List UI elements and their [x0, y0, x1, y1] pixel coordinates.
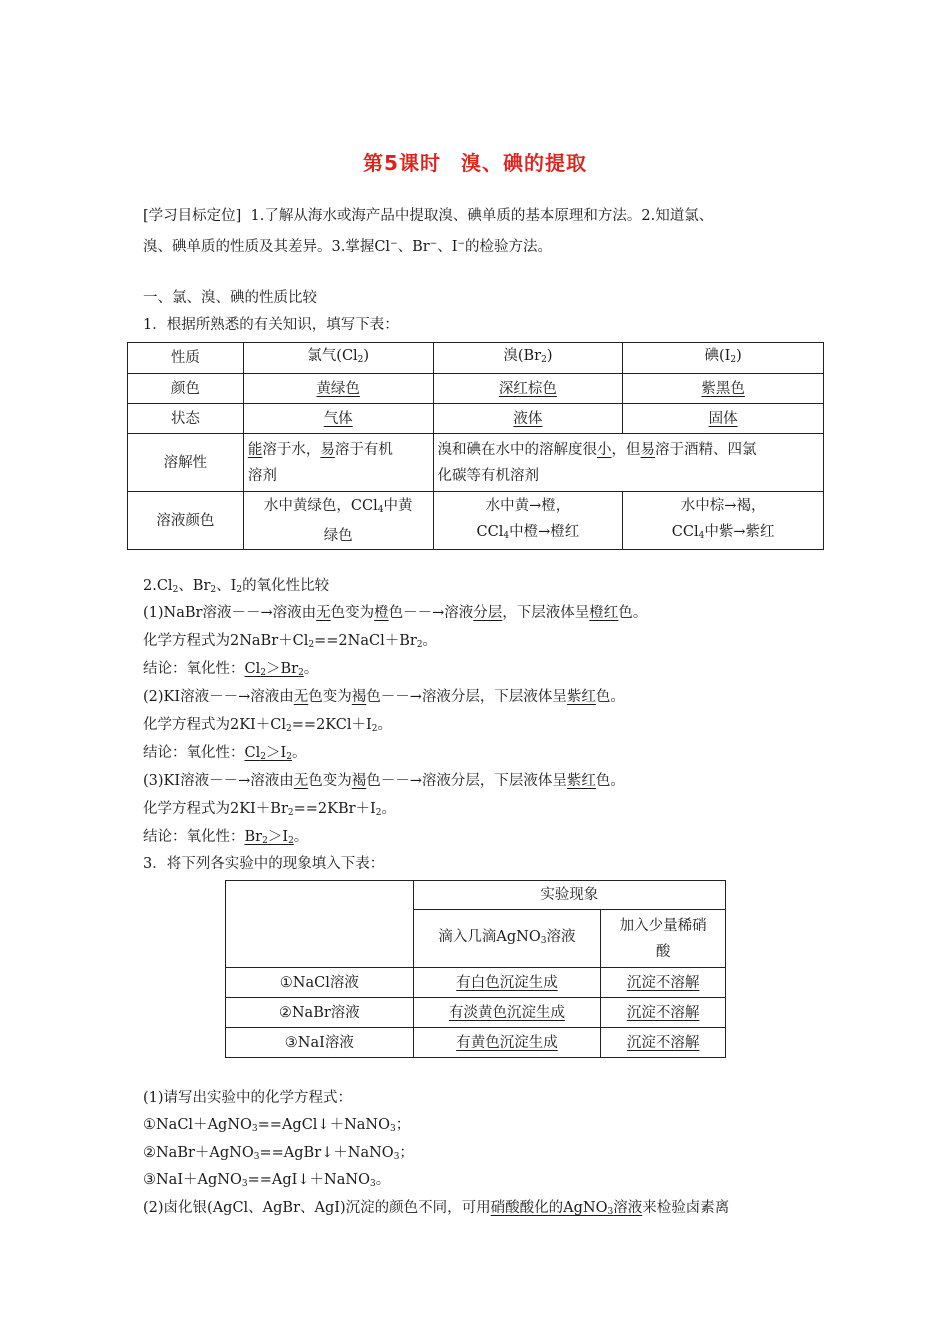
header-property: 性质 [128, 343, 244, 374]
header-bromine: 溴$(Br_2)$ [433, 343, 623, 374]
experiment-2-text: (2)KI溶液－－→溶液由无色变为褐色－－→溶液分层，下层液体呈紫红色。 [143, 689, 625, 705]
experiment-1-text: (1)NaBr溶液－－→溶液由无色变为橙色－－→溶液分层，下层液体呈橙红色。 [143, 605, 648, 621]
blank-corner-cell [226, 881, 414, 968]
experiment-3-conclusion: 结论：氧化性：$Br_2>I_2$。 [143, 829, 309, 846]
properties-table [127, 342, 824, 550]
br-solution-color: 水中黄→橙， CCl$_4$中橙→橙红 [433, 492, 623, 550]
header-iodine: 碘$(I_2)$ [623, 343, 824, 374]
nacl-silver-result: 有白色沉淀生成 [413, 968, 601, 998]
experiment-1-equation: 化学方程式为$2NaBr+Cl_2==2NaCl+Br_2$。 [143, 633, 438, 650]
cl-state: 气体 [243, 404, 433, 434]
equations-intro: (1)请写出实验中的化学方程式： [143, 1090, 353, 1106]
header-phenomenon: 实验现象 [413, 881, 725, 910]
row-nabr: ②NaBr溶液 [226, 998, 414, 1028]
item-3-heading: 3．将下列各实验中的现象填入下表： [143, 856, 385, 872]
goals-line-2: 溴、碘单质的性质及其差异。3.掌握Cl−、Br−、I−的检验方法。 [143, 239, 553, 255]
goals-line-1: [学习目标定位] 1.了解从海水或海产品中提取溴、碘单质的基本原理和方法。2.知道氯、 [143, 208, 714, 224]
title-lesson: 第5课时 [363, 151, 441, 175]
item-2-heading: $2.Cl_2$、$Br_2$、$I_2$的氧化性比较 [143, 578, 330, 595]
equation-nabr: ②NaBr＋AgNO$_3$==AgBr↓＋NaNO$_3$； [143, 1145, 414, 1162]
row-label-state: 状态 [128, 404, 244, 434]
row-nacl: ①NaCl溶液 [226, 968, 414, 998]
i-color: 紫黑色 [623, 374, 824, 404]
equation-nai: ③NaI＋AgNO$_3$==AgI↓＋NaNO$_3$。 [143, 1172, 391, 1189]
experiment-2-conclusion: 结论：氧化性：$Cl_2>I_2$。 [143, 745, 307, 762]
nabr-silver-result: 有淡黄色沉淀生成 [413, 998, 601, 1028]
nacl-acid-result: 沉淀不溶解 [601, 968, 726, 998]
i-state: 固体 [623, 404, 824, 434]
experiment-3-text: (3)KI溶液－－→溶液由无色变为褐色－－→溶液分层，下层液体呈紫红色。 [143, 773, 625, 789]
br-state: 液体 [433, 404, 623, 434]
cl-color: 黄绿色 [243, 374, 433, 404]
cl-solution-color: 水中黄绿色，CCl$_4$中黄 绿色 [243, 492, 433, 550]
header-chlorine: 氯气$(Cl_2)$ [243, 343, 433, 374]
experiment-3-equation: 化学方程式为$2KI+Br_2==2KBr+I_2$。 [143, 801, 397, 818]
br-i-solubility: 溴和碘在水中的溶解度很小，但易溶于酒精、四氯 化碳等有机溶剂 [433, 434, 823, 492]
row-label-solution-color: 溶液颜色 [128, 492, 244, 550]
page-title [0, 147, 950, 176]
nabr-acid-result: 沉淀不溶解 [601, 998, 726, 1028]
row-label-color: 颜色 [128, 374, 244, 404]
row-label-solubility: 溶解性 [128, 434, 244, 492]
halide-test-table [225, 880, 726, 1058]
nai-acid-result: 沉淀不溶解 [601, 1028, 726, 1058]
cl-solubility: 能溶于水，易溶于有机 溶剂 [243, 434, 433, 492]
header-nitric-acid: 加入少量稀硝 酸 [601, 910, 726, 968]
row-nai: ③NaI溶液 [226, 1028, 414, 1058]
section-heading: 一、氯、溴、碘的性质比较 [143, 290, 317, 306]
experiment-1-conclusion: 结论：氧化性：$Cl_2>Br_2$。 [143, 661, 319, 678]
title-topic: 溴、碘的提取 [460, 151, 587, 175]
experiment-2-equation: 化学方程式为$2KI+Cl_2==2KCl+I_2$。 [143, 717, 392, 734]
header-silver-nitrate: 滴入几滴AgNO$_3$溶液 [413, 910, 601, 968]
equation-nacl: ①NaCl＋AgNO$_3$==AgCl↓＋NaNO$_3$； [143, 1117, 411, 1134]
item-1-heading: 1．根据所熟悉的有关知识，填写下表： [143, 317, 399, 333]
i-solution-color: 水中棕→褐， CCl$_4$中紫→紫红 [623, 492, 824, 550]
nai-silver-result: 有黄色沉淀生成 [413, 1028, 601, 1058]
br-color: 深红棕色 [433, 374, 623, 404]
silver-halide-paragraph: (2)卤化银(AgCl、AgBr、AgI)沉淀的颜色不同，可用硝酸酸化的AgNO$_3$溶液来检验卤素离 [143, 1200, 730, 1217]
